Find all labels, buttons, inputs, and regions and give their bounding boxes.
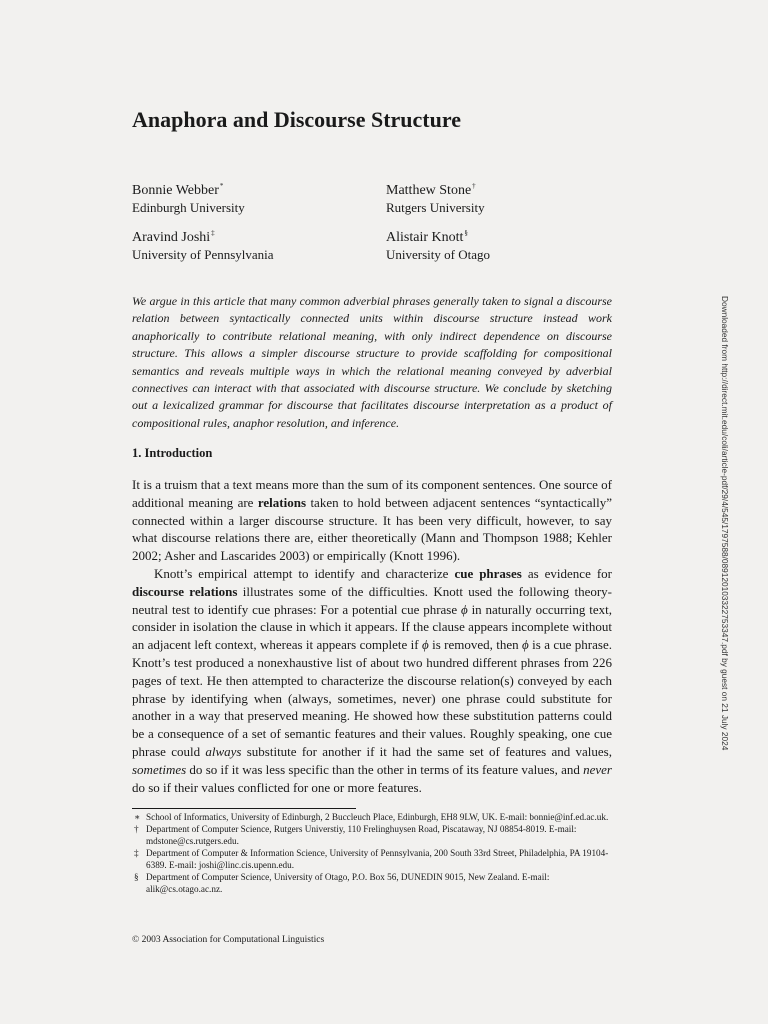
author-affiliation: Edinburgh University	[132, 200, 245, 215]
footnote: § Department of Computer Science, University of Otago, P.O. Box 56, DUNEDIN 9015, New Zealand. E-mail: alik@cs.otago.ac.nz.	[134, 872, 550, 894]
paper-title: Anaphora and Discourse Structure	[132, 107, 462, 132]
paragraph: Knott’s empirical attempt to identify and characterize cue phrases as evidence for discourse relations illustrates some of the difficulties. Knott used the following theory-neutral test to identify cue phrases: For a potential cue phrase ϕ in naturally occurring text, consider in isolation the clause in which it appears. If the clause appears incomplete without an adjacent left context, whereas it appears complete if ϕ is removed, then ϕ is a cue phrase. Knott’s test produced a nonexhaustive list of about two hundred different phrases from 226 pages of text. He then attempted to characterize the discourse relation(s) conveyed by each phrase by identifying when (always, sometimes, never) one phrase could substitute for another in a way that preserved meaning. He showed how these substitution patterns could be a consequence of a set of semantic features and their values. Roughly speaking, one cue phrase could always substitute for another if it had the same set of features and values, sometimes do so if it was less specific than the other in terms of its feature values, and never do so if their values conflicted for one or more features.	[132, 565, 612, 795]
download-watermark: Downloaded from http://direct.mit.edu/coli/article-pdf/29/4/545/1797588/089120103322753347.pdf by guest on 21 July 2024	[720, 296, 730, 751]
footnote: † Department of Computer Science, Rutgers Universtiy, 110 Frelinghuysen Road, Piscataway, NJ 08854-8019. E-mail: mdstone@cs.rutgers.edu.	[134, 824, 577, 846]
author-name: Aravind Joshi‡	[132, 229, 215, 245]
section-heading: 1. Introduction	[132, 446, 213, 460]
author-block	[386, 225, 490, 263]
author-block	[386, 178, 485, 216]
footnotes	[134, 811, 614, 895]
abstract: We argue in this article that many common adverbial phrases generally taken to signal a discourse relation between syntactically connected units within discourse structure instead work anaphorically to contribute relational meaning, with only indirect dependence on discourse structure. This allows a simpler discourse structure to provide scaffolding for compositional semantics and reveals multiple ways in which the relational meaning conveyed by adverbial connectives can interact with that associated with discourse structure. We conclude by sketching out a lexicalized grammar for discourse that facilitates discourse interpretation as a product of compositional rules, anaphor resolution, and inference.	[132, 294, 612, 430]
author-affiliation: University of Pennsylvania	[132, 247, 274, 262]
author-block	[132, 225, 274, 263]
author-name: Bonnie Webber*	[132, 182, 224, 198]
copyright-notice: © 2003 Association for Computational Linguistics	[132, 935, 325, 945]
author-affiliation: Rutgers University	[386, 200, 485, 215]
footnote-divider	[132, 808, 356, 809]
author-name: Matthew Stone†	[386, 182, 476, 198]
author-name: Alistair Knott§	[386, 229, 468, 245]
body-text	[132, 476, 612, 796]
footnote: ∗ School of Informatics, University of Edinburgh, 2 Buccleuch Place, Edinburgh, EH8 9LW, UK. E-mail: bonnie@inf.ed.ac.uk.	[134, 812, 609, 822]
author-affiliation: University of Otago	[386, 247, 490, 262]
footnote: ‡ Department of Computer & Information Science, University of Pennsylvania, 200 South 33rd Street, Philadelphia, PA 19104-6389. E-mail: joshi@linc.cis.upenn.edu.	[134, 848, 609, 870]
author-block	[132, 178, 245, 216]
paragraph: It is a truism that a text means more than the sum of its component sentences. One source of additional meaning are relations taken to hold between adjacent sentences “syntactically” connected within a larger discourse structure. It has been very difficult, however, to say what discourse relations there are, either theoretically (Mann and Thompson 1988; Kehler 2002; Asher and Lascarides 2003) or empirically (Knott 1996).	[132, 477, 612, 564]
